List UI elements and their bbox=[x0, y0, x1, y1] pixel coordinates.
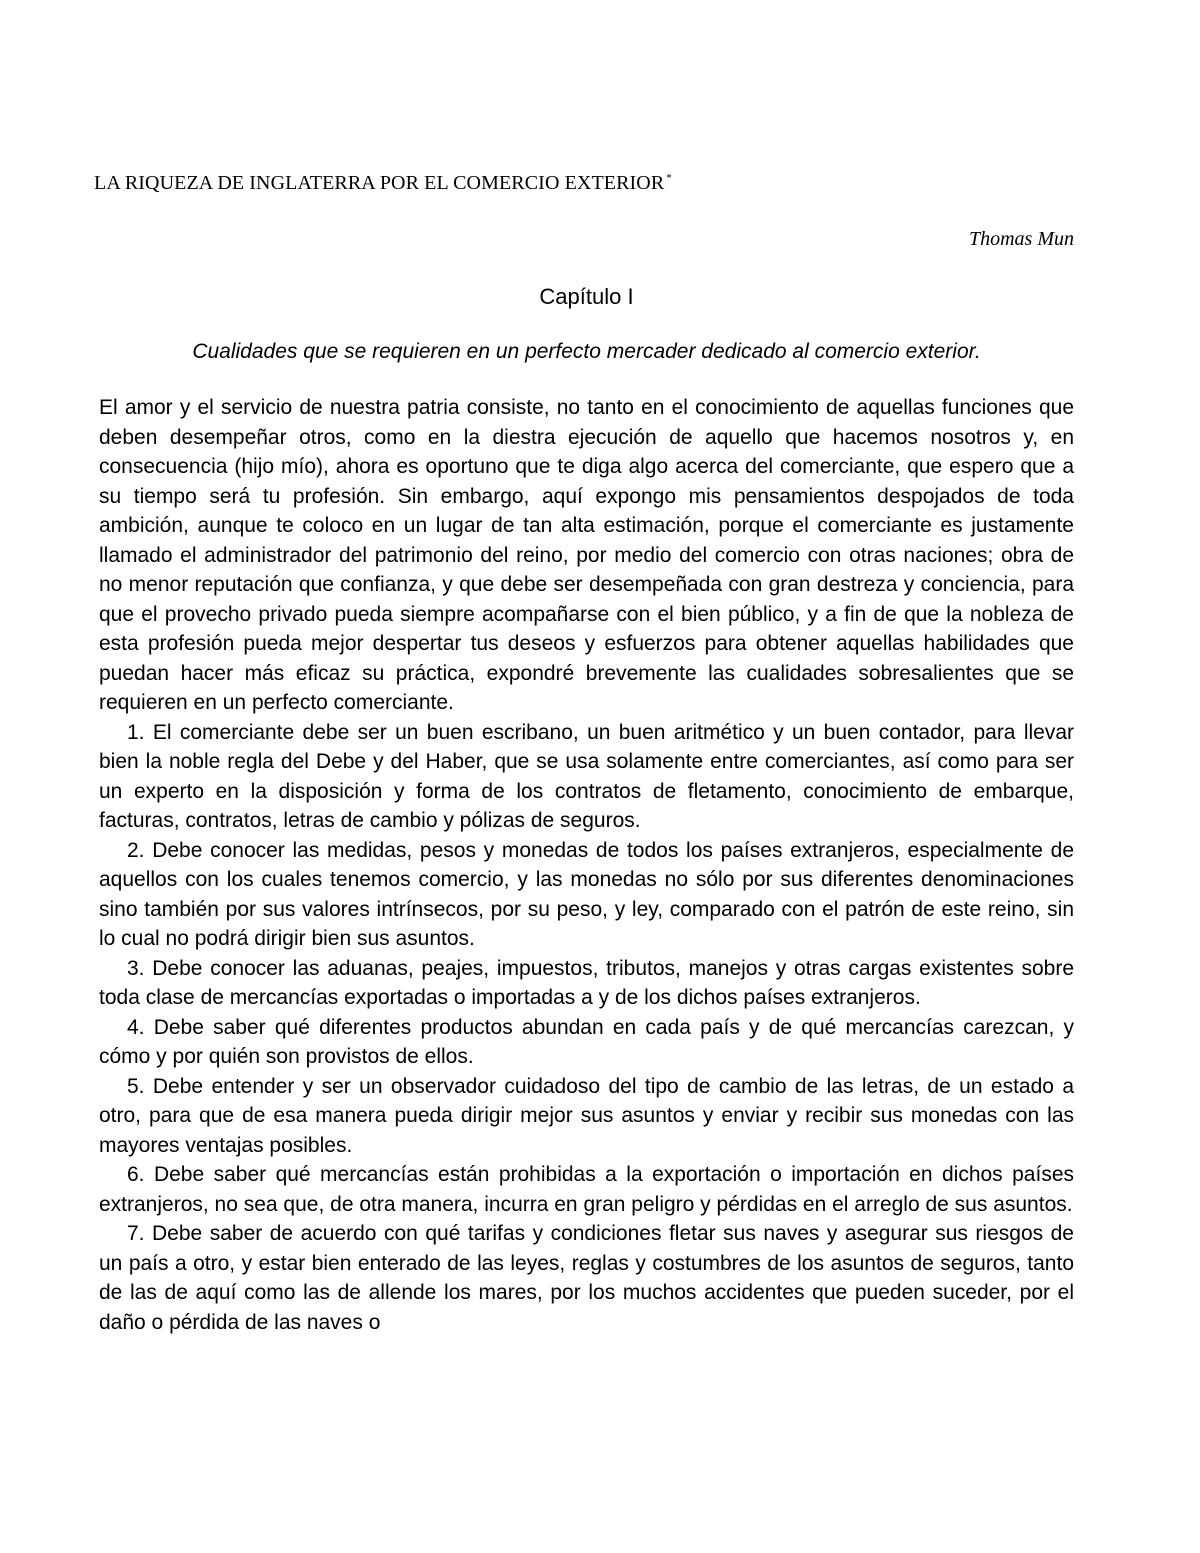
list-item-1: 1. El comerciante debe ser un buen escribano, un buen aritmético y un buen contador, para llevar bien la noble regla del Debe y del Haber, que se usa solamente entre comerciantes, así como para ser un experto en la disposición y forma de los contratos de fletamento, conocimiento de embarque, facturas, contratos, letras de cambio y pólizas de seguros. bbox=[99, 720, 1074, 832]
document-title-text: LA RIQUEZA DE INGLATERRA POR EL COMERCIO EXTERIOR bbox=[94, 172, 665, 194]
list-item-5: 5. Debe entender y ser un observador cuidadoso del tipo de cambio de las letras, de un estado a otro, para que de esa manera pueda dirigir mejor sus asuntos y enviar y recibir sus monedas con las mayores ventajas posibles. bbox=[99, 1074, 1074, 1157]
intro-paragraph: El amor y el servicio de nuestra patria consiste, no tanto en el conocimiento de aquellas funciones que deben desempeñar otros, como en la diestra ejecución de aquello que hacemos nosotros y, en consecuencia (hijo mío), ahora es oportuno que te diga algo acerca del comerciante, que espero que a su tiempo será tu profesión. Sin embargo, aquí expongo mis pensamientos despojados de toda ambición, aunque te coloco en un lugar de tan alta estimación, porque el comerciante es justamente llamado el administrador del patrimonio del reino, por medio del comercio con otras naciones; obra de no menor reputación que confianza, y que debe ser desempeñada con gran destreza y conciencia, para que el provecho privado pueda siempre acompañarse con el bien público, y a fin de que la nobleza de esta profesión pueda mejor despertar tus deseos y esfuerzos para obtener aquellas habilidades que puedan hacer más eficaz su práctica, expondré brevemente las cualidades sobresalientes que se requieren en un perfecto comerciante. bbox=[99, 396, 1074, 714]
list-item-2: 2. Debe conocer las medidas, pesos y monedas de todos los países extranjeros, especialmente de aquellos con los cuales tenemos comercio, y las monedas no sólo por sus diferentes denominaciones sino también por sus valores intrínsecos, por su peso, y ley, comparado con el patrón de este reino, sin lo cual no podrá dirigir bien sus asuntos. bbox=[99, 838, 1074, 950]
document-title bbox=[94, 172, 1054, 195]
list-item-7: 7. Debe saber de acuerdo con qué tarifas y condiciones fletar sus naves y asegurar sus riesgos de un país a otro, y estar bien enterado de las leyes, reglas y costumbres de los asuntos de seguros, tanto de las de aquí como las de allende los mares, por los muchos accidentes que pueden suceder, por el daño o pérdida de las naves o bbox=[99, 1222, 1074, 1334]
chapter-subtitle: Cualidades que se requieren en un perfecto mercader dedicado al comercio exterior. bbox=[192, 340, 981, 363]
document-page bbox=[94, 0, 1074, 1553]
document-author: Thomas Mun bbox=[968, 228, 1074, 250]
body-text bbox=[99, 393, 1074, 1337]
list-item-4: 4. Debe saber qué diferentes productos abundan en cada país y de qué mercancías carezcan, y cómo y por quién son provistos de ellos. bbox=[99, 1015, 1074, 1068]
list-item-6: 6. Debe saber qué mercancías están prohibidas a la exportación o importación en dichos países extranjeros, no sea que, de otra manera, incurra en gran peligro y pérdidas en el arreglo de sus asuntos. bbox=[99, 1163, 1074, 1216]
chapter-title: Capítulo I bbox=[539, 284, 634, 309]
list-item-3: 3. Debe conocer las aduanas, peajes, impuestos, tributos, manejos y otras cargas existentes sobre toda clase de mercancías exportadas o importadas a y de los dichos países extranjeros. bbox=[99, 956, 1074, 1009]
footnote-mark[interactable]: * bbox=[666, 172, 672, 185]
